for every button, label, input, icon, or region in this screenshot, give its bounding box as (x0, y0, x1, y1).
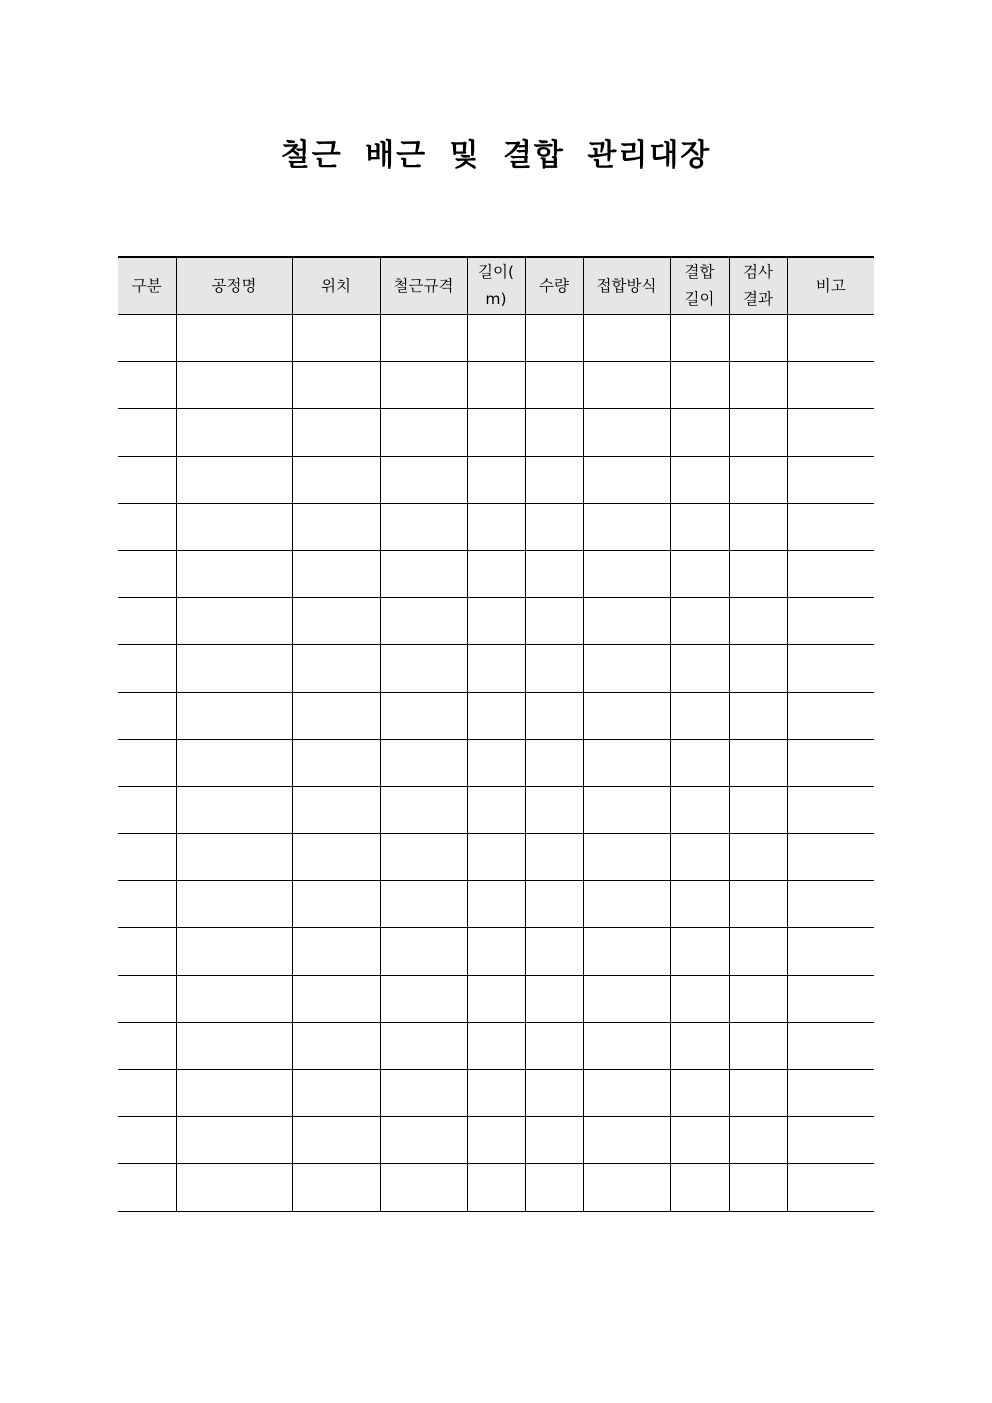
cell-category[interactable] (118, 739, 176, 786)
cell-quantity[interactable] (525, 550, 583, 597)
cell-remarks[interactable] (787, 315, 874, 362)
cell-inspection-result[interactable] (729, 362, 787, 409)
cell-length[interactable] (467, 409, 525, 456)
table-row (118, 1117, 874, 1164)
cell-category[interactable] (118, 598, 176, 645)
cell-remarks[interactable] (787, 456, 874, 503)
header-remarks: 비고 (787, 257, 874, 315)
cell-process-name[interactable] (176, 975, 292, 1022)
cell-joint-method[interactable] (583, 409, 670, 456)
cell-length[interactable] (467, 456, 525, 503)
cell-rebar-spec[interactable] (380, 928, 467, 975)
cell-category[interactable] (118, 786, 176, 833)
cell-remarks[interactable] (787, 503, 874, 550)
cell-joint-length[interactable] (670, 1070, 729, 1117)
cell-remarks[interactable] (787, 881, 874, 928)
cell-joint-method[interactable] (583, 928, 670, 975)
cell-joint-method[interactable] (583, 834, 670, 881)
cell-joint-method[interactable] (583, 975, 670, 1022)
cell-process-name[interactable] (176, 834, 292, 881)
header-process-name: 공정명 (176, 257, 292, 315)
cell-quantity[interactable] (525, 786, 583, 833)
cell-quantity[interactable] (525, 834, 583, 881)
cell-process-name[interactable] (176, 598, 292, 645)
table-row (118, 1070, 874, 1117)
cell-inspection-result[interactable] (729, 315, 787, 362)
cell-joint-method[interactable] (583, 692, 670, 739)
cell-category[interactable] (118, 362, 176, 409)
cell-location[interactable] (292, 1164, 380, 1211)
cell-remarks[interactable] (787, 409, 874, 456)
cell-length[interactable] (467, 739, 525, 786)
cell-length[interactable] (467, 362, 525, 409)
cell-quantity[interactable] (525, 1164, 583, 1211)
cell-joint-length[interactable] (670, 598, 729, 645)
cell-location[interactable] (292, 739, 380, 786)
header-joint-length: 결합 길이 (670, 257, 729, 315)
cell-category[interactable] (118, 1164, 176, 1211)
table-row (118, 739, 874, 786)
cell-inspection-result[interactable] (729, 692, 787, 739)
table-row (118, 1022, 874, 1069)
table-row (118, 928, 874, 975)
cell-joint-length[interactable] (670, 456, 729, 503)
cell-quantity[interactable] (525, 598, 583, 645)
cell-length[interactable] (467, 1164, 525, 1211)
cell-length[interactable] (467, 315, 525, 362)
cell-location[interactable] (292, 834, 380, 881)
header-joint-method: 접합방식 (583, 257, 670, 315)
header-inspection-result: 검사 결과 (729, 257, 787, 315)
cell-joint-length[interactable] (670, 645, 729, 692)
table-row (118, 409, 874, 456)
cell-rebar-spec[interactable] (380, 315, 467, 362)
cell-process-name[interactable] (176, 928, 292, 975)
cell-joint-method[interactable] (583, 1164, 670, 1211)
cell-remarks[interactable] (787, 550, 874, 597)
cell-joint-length[interactable] (670, 834, 729, 881)
cell-remarks[interactable] (787, 1070, 874, 1117)
cell-inspection-result[interactable] (729, 1164, 787, 1211)
cell-inspection-result[interactable] (729, 834, 787, 881)
cell-joint-length[interactable] (670, 503, 729, 550)
cell-inspection-result[interactable] (729, 1022, 787, 1069)
cell-remarks[interactable] (787, 598, 874, 645)
cell-joint-length[interactable] (670, 786, 729, 833)
cell-process-name[interactable] (176, 1070, 292, 1117)
cell-location[interactable] (292, 598, 380, 645)
header-location: 위치 (292, 257, 380, 315)
cell-quantity[interactable] (525, 739, 583, 786)
cell-location[interactable] (292, 409, 380, 456)
cell-quantity[interactable] (525, 975, 583, 1022)
cell-remarks[interactable] (787, 362, 874, 409)
cell-rebar-spec[interactable] (380, 1022, 467, 1069)
table-body (118, 315, 874, 1212)
cell-rebar-spec[interactable] (380, 456, 467, 503)
cell-inspection-result[interactable] (729, 1070, 787, 1117)
cell-quantity[interactable] (525, 315, 583, 362)
cell-category[interactable] (118, 975, 176, 1022)
cell-quantity[interactable] (525, 1022, 583, 1069)
cell-category[interactable] (118, 834, 176, 881)
cell-inspection-result[interactable] (729, 975, 787, 1022)
cell-process-name[interactable] (176, 409, 292, 456)
cell-category[interactable] (118, 692, 176, 739)
table-row (118, 975, 874, 1022)
cell-rebar-spec[interactable] (380, 1164, 467, 1211)
cell-inspection-result[interactable] (729, 645, 787, 692)
cell-joint-method[interactable] (583, 598, 670, 645)
cell-category[interactable] (118, 928, 176, 975)
cell-process-name[interactable] (176, 1164, 292, 1211)
cell-rebar-spec[interactable] (380, 362, 467, 409)
cell-quantity[interactable] (525, 881, 583, 928)
cell-inspection-result[interactable] (729, 928, 787, 975)
rebar-ledger-table (118, 256, 874, 1212)
cell-inspection-result[interactable] (729, 1117, 787, 1164)
cell-process-name[interactable] (176, 739, 292, 786)
cell-quantity[interactable] (525, 928, 583, 975)
cell-joint-method[interactable] (583, 315, 670, 362)
cell-remarks[interactable] (787, 692, 874, 739)
cell-process-name[interactable] (176, 456, 292, 503)
header-quantity: 수량 (525, 257, 583, 315)
cell-joint-length[interactable] (670, 362, 729, 409)
cell-category[interactable] (118, 1070, 176, 1117)
cell-remarks[interactable] (787, 834, 874, 881)
cell-rebar-spec[interactable] (380, 975, 467, 1022)
cell-rebar-spec[interactable] (380, 598, 467, 645)
cell-location[interactable] (292, 928, 380, 975)
cell-quantity[interactable] (525, 409, 583, 456)
cell-process-name[interactable] (176, 503, 292, 550)
cell-location[interactable] (292, 1117, 380, 1164)
cell-joint-method[interactable] (583, 456, 670, 503)
cell-quantity[interactable] (525, 503, 583, 550)
cell-joint-length[interactable] (670, 739, 729, 786)
cell-quantity[interactable] (525, 692, 583, 739)
table-row (118, 1164, 874, 1211)
cell-inspection-result[interactable] (729, 881, 787, 928)
cell-rebar-spec[interactable] (380, 692, 467, 739)
cell-joint-length[interactable] (670, 1117, 729, 1164)
cell-joint-length[interactable] (670, 1022, 729, 1069)
cell-length[interactable] (467, 1070, 525, 1117)
cell-quantity[interactable] (525, 645, 583, 692)
cell-rebar-spec[interactable] (380, 550, 467, 597)
cell-category[interactable] (118, 550, 176, 597)
cell-location[interactable] (292, 645, 380, 692)
cell-joint-method[interactable] (583, 503, 670, 550)
cell-category[interactable] (118, 1117, 176, 1164)
cell-joint-method[interactable] (583, 1117, 670, 1164)
header-rebar-spec: 철근규격 (380, 257, 467, 315)
cell-category[interactable] (118, 881, 176, 928)
cell-process-name[interactable] (176, 786, 292, 833)
cell-location[interactable] (292, 1022, 380, 1069)
cell-joint-length[interactable] (670, 692, 729, 739)
cell-process-name[interactable] (176, 315, 292, 362)
cell-length[interactable] (467, 881, 525, 928)
cell-length[interactable] (467, 598, 525, 645)
table-row (118, 692, 874, 739)
cell-remarks[interactable] (787, 1164, 874, 1211)
cell-category[interactable] (118, 315, 176, 362)
cell-joint-length[interactable] (670, 1164, 729, 1211)
cell-inspection-result[interactable] (729, 503, 787, 550)
cell-process-name[interactable] (176, 692, 292, 739)
cell-process-name[interactable] (176, 1022, 292, 1069)
cell-category[interactable] (118, 1022, 176, 1069)
cell-quantity[interactable] (525, 362, 583, 409)
cell-length[interactable] (467, 503, 525, 550)
cell-location[interactable] (292, 456, 380, 503)
cell-joint-length[interactable] (670, 881, 729, 928)
cell-location[interactable] (292, 881, 380, 928)
cell-joint-method[interactable] (583, 1022, 670, 1069)
cell-quantity[interactable] (525, 1117, 583, 1164)
table-row (118, 503, 874, 550)
header-row (118, 257, 874, 315)
cell-process-name[interactable] (176, 1117, 292, 1164)
table-row (118, 645, 874, 692)
cell-rebar-spec[interactable] (380, 409, 467, 456)
table-row (118, 456, 874, 503)
cell-location[interactable] (292, 503, 380, 550)
cell-joint-method[interactable] (583, 739, 670, 786)
table-row (118, 550, 874, 597)
cell-joint-length[interactable] (670, 975, 729, 1022)
cell-joint-method[interactable] (583, 362, 670, 409)
cell-remarks[interactable] (787, 975, 874, 1022)
cell-category[interactable] (118, 409, 176, 456)
cell-remarks[interactable] (787, 739, 874, 786)
cell-category[interactable] (118, 503, 176, 550)
cell-length[interactable] (467, 692, 525, 739)
cell-location[interactable] (292, 315, 380, 362)
cell-inspection-result[interactable] (729, 456, 787, 503)
cell-inspection-result[interactable] (729, 409, 787, 456)
cell-inspection-result[interactable] (729, 786, 787, 833)
cell-joint-method[interactable] (583, 786, 670, 833)
cell-inspection-result[interactable] (729, 598, 787, 645)
cell-length[interactable] (467, 1117, 525, 1164)
cell-inspection-result[interactable] (729, 739, 787, 786)
cell-joint-method[interactable] (583, 881, 670, 928)
cell-rebar-spec[interactable] (380, 503, 467, 550)
cell-rebar-spec[interactable] (380, 1117, 467, 1164)
cell-joint-length[interactable] (670, 550, 729, 597)
cell-joint-method[interactable] (583, 645, 670, 692)
header-category: 구분 (118, 257, 176, 315)
table-row (118, 315, 874, 362)
cell-location[interactable] (292, 362, 380, 409)
cell-inspection-result[interactable] (729, 550, 787, 597)
table-row (118, 834, 874, 881)
cell-rebar-spec[interactable] (380, 786, 467, 833)
cell-length[interactable] (467, 645, 525, 692)
cell-remarks[interactable] (787, 1022, 874, 1069)
cell-length[interactable] (467, 834, 525, 881)
cell-length[interactable] (467, 1022, 525, 1069)
cell-quantity[interactable] (525, 1070, 583, 1117)
cell-rebar-spec[interactable] (380, 739, 467, 786)
cell-joint-length[interactable] (670, 409, 729, 456)
cell-process-name[interactable] (176, 550, 292, 597)
table-row (118, 881, 874, 928)
cell-remarks[interactable] (787, 645, 874, 692)
cell-process-name[interactable] (176, 362, 292, 409)
document-title: 철근 배근 및 결합 관리대장 (280, 138, 712, 173)
cell-remarks[interactable] (787, 928, 874, 975)
cell-rebar-spec[interactable] (380, 834, 467, 881)
cell-joint-method[interactable] (583, 550, 670, 597)
cell-length[interactable] (467, 550, 525, 597)
cell-remarks[interactable] (787, 786, 874, 833)
cell-location[interactable] (292, 786, 380, 833)
cell-joint-method[interactable] (583, 1070, 670, 1117)
cell-location[interactable] (292, 692, 380, 739)
table-row (118, 362, 874, 409)
cell-length[interactable] (467, 975, 525, 1022)
cell-quantity[interactable] (525, 456, 583, 503)
cell-location[interactable] (292, 550, 380, 597)
header-length: 길이( m) (467, 257, 525, 315)
cell-length[interactable] (467, 928, 525, 975)
cell-process-name[interactable] (176, 645, 292, 692)
table-row (118, 786, 874, 833)
cell-location[interactable] (292, 975, 380, 1022)
cell-category[interactable] (118, 645, 176, 692)
cell-rebar-spec[interactable] (380, 645, 467, 692)
cell-remarks[interactable] (787, 1117, 874, 1164)
cell-category[interactable] (118, 456, 176, 503)
cell-joint-length[interactable] (670, 928, 729, 975)
cell-process-name[interactable] (176, 881, 292, 928)
table-row (118, 598, 874, 645)
cell-length[interactable] (467, 786, 525, 833)
cell-rebar-spec[interactable] (380, 1070, 467, 1117)
cell-rebar-spec[interactable] (380, 881, 467, 928)
cell-location[interactable] (292, 1070, 380, 1117)
cell-joint-length[interactable] (670, 315, 729, 362)
